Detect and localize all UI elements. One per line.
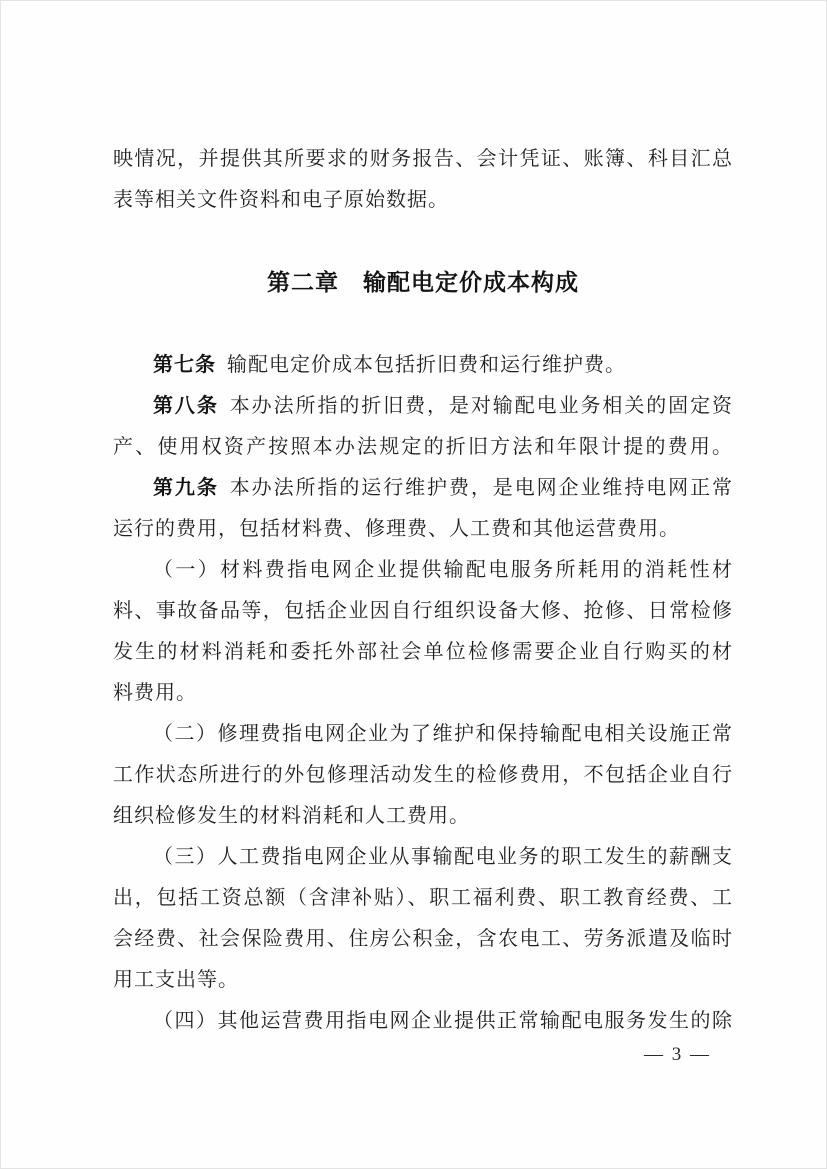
article8-line-1	[113, 386, 733, 427]
article7-text-1: 输配电定价成本包括折旧费和运行维护费。	[227, 354, 626, 376]
document-content	[113, 139, 733, 1042]
article9-item3-line-1: （三）人工费指电网企业从事输配电业务的职工发生的薪酬支	[153, 846, 733, 868]
article9-item2-line-3: 组织检修发生的材料消耗和人工费用。	[113, 805, 470, 827]
article9-item1-line-3: 发生的材料消耗和委托外部社会单位检修需要企业自行购买的材	[113, 641, 733, 663]
page-number: — 3 —	[644, 1044, 711, 1065]
article9-item3-line-4: 用工支出等。	[113, 969, 239, 991]
article7-line-1	[113, 345, 733, 386]
continuation-line-2: 表等相关文件资料和电子原始数据。	[113, 189, 449, 211]
article9-item1-line-1: （一）材料费指电网企业提供输配电服务所耗用的消耗性材	[153, 559, 733, 581]
article9-line-2: 运行的费用，包括材料费、修理费、人工费和其他运营费用。	[113, 518, 680, 540]
article8-term: 第八条	[153, 395, 219, 417]
article9-term: 第九条	[153, 477, 219, 499]
article9-item1-line-4: 料费用。	[113, 682, 197, 704]
article9-item1-line-2: 料、事故备品等，包括企业因自行组织设备大修、抢修、日常检修	[113, 600, 733, 622]
article9-line-1	[113, 468, 733, 509]
article9-item2-line-1: （二）修理费指电网企业为了维护和保持输配电相关设施正常	[153, 723, 733, 745]
article8-text-1: 本办法所指的折旧费，是对输配电业务相关的固定资	[229, 395, 733, 417]
article9-item4-line-1: （四）其他运营费用指电网企业提供正常输配电服务发生的除	[153, 1010, 733, 1032]
chapter-heading: 第二章 输配电定价成本构成	[267, 270, 579, 295]
continuation-line-1: 映情况，并提供其所要求的财务报告、会计凭证、账簿、科目汇总	[113, 148, 733, 170]
article9-item3-line-3: 会经费、社会保险费用、住房公积金，含农电工、劳务派遣及临时	[113, 928, 733, 950]
article8-line-2: 产、使用权资产按照本办法规定的折旧方法和年限计提的费用。	[113, 436, 733, 458]
article9-text-1: 本办法所指的运行维护费，是电网企业维持电网正常	[229, 477, 733, 499]
article9-item3-line-2: 出，包括工资总额（含津补贴）、职工福利费、职工教育经费、工	[113, 887, 733, 909]
article7-term: 第七条	[153, 354, 216, 376]
article9-item2-line-2: 工作状态所进行的外包修理活动发生的检修费用，不包括企业自行	[113, 764, 733, 786]
